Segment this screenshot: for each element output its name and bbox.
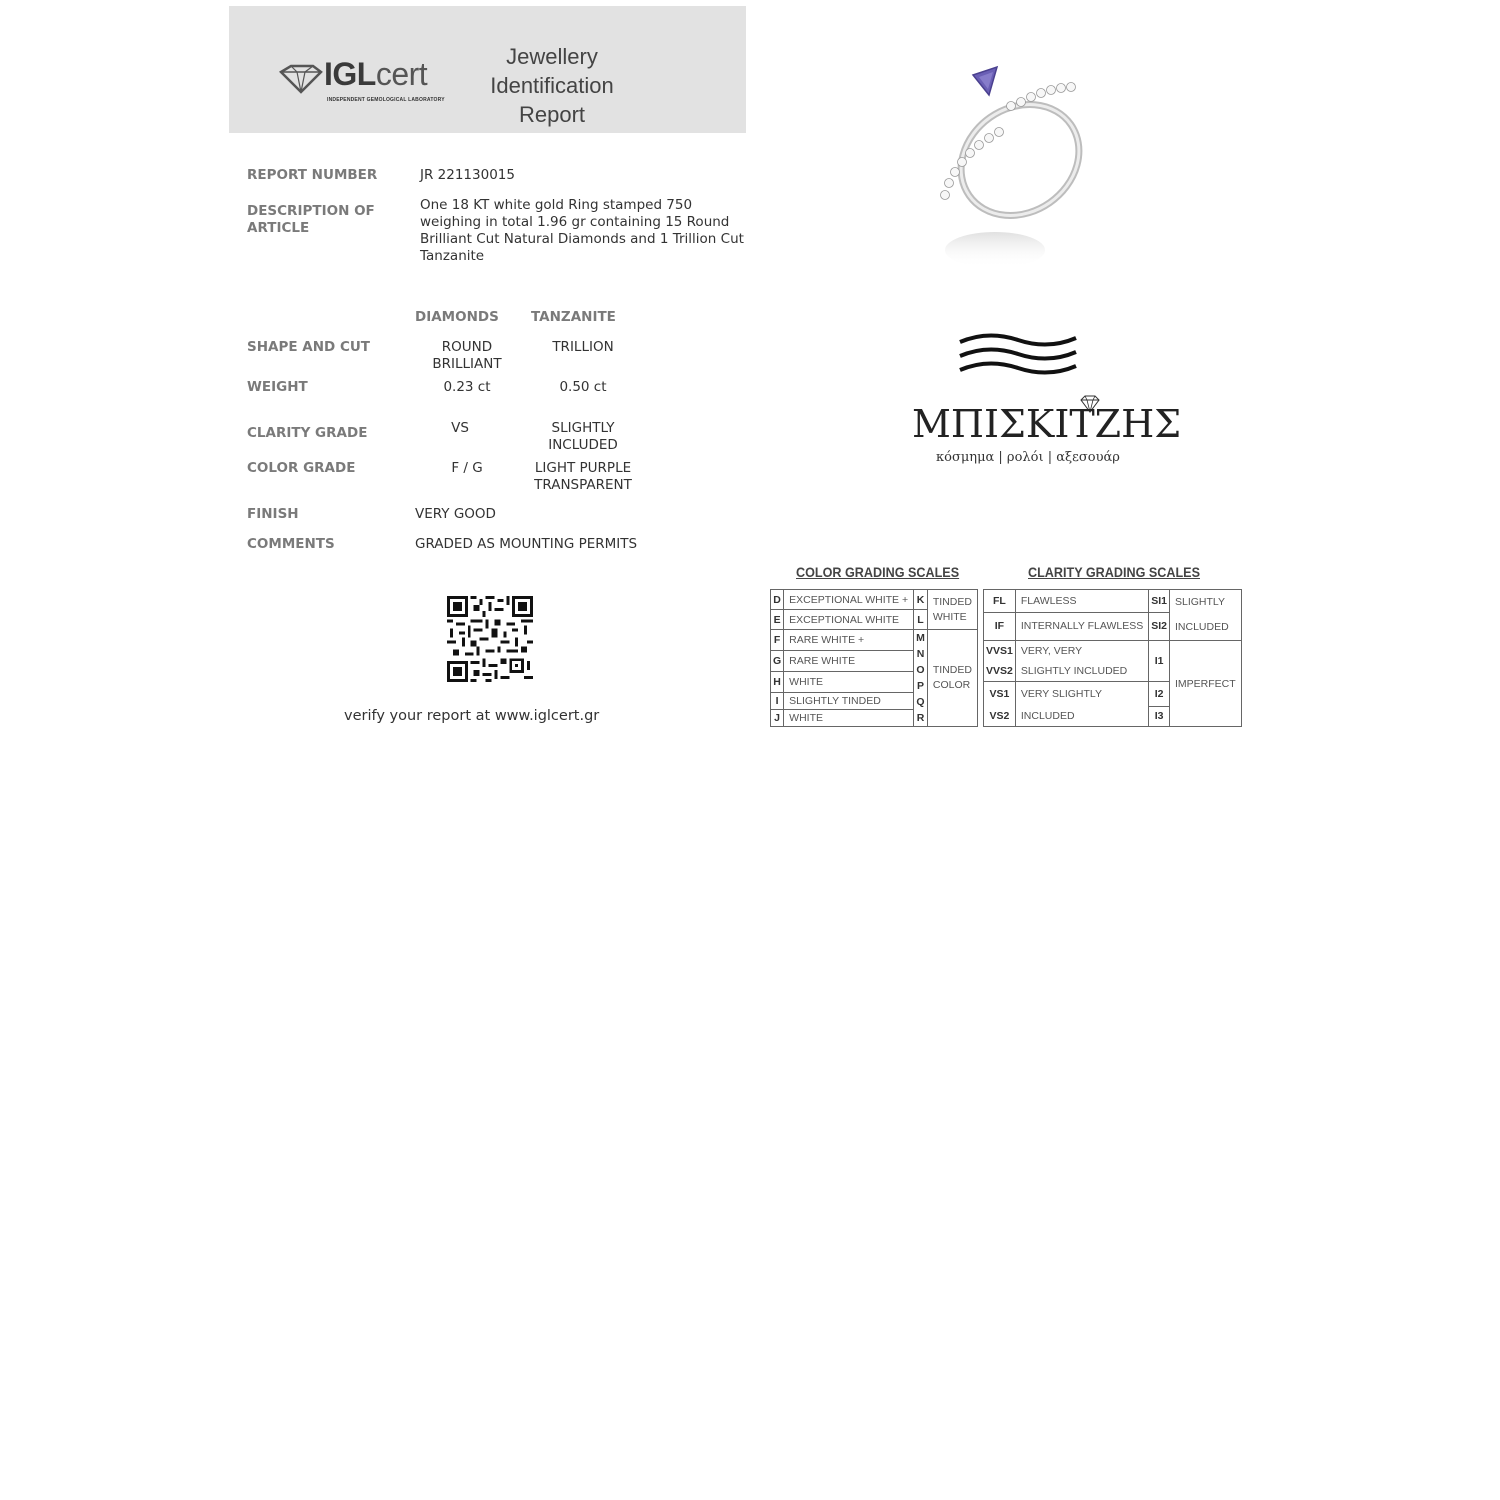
- description-line: One 18 KT white gold Ring stamped 750: [420, 197, 693, 213]
- shape-cut-label: SHAPE AND CUT: [247, 339, 371, 355]
- desc-cell: SLIGHTLY INCLUDED: [1015, 661, 1148, 682]
- grade-list-cell: [914, 630, 928, 727]
- color-tanzanite: [523, 460, 643, 494]
- cell-line: BRILLIANT: [432, 356, 502, 372]
- desc-cell: INTERNALLY FLAWLESS: [1015, 612, 1148, 640]
- clarity-tanzanite: [528, 420, 638, 454]
- grade-cell: H: [771, 672, 784, 693]
- description-line: Brilliant Cut Natural Diamonds and 1 Trillion Cut: [420, 231, 744, 247]
- brand-waves-icon: [958, 332, 1078, 382]
- grade-letter: R: [916, 712, 925, 724]
- desc-cell: WHITE: [784, 672, 914, 693]
- grade-letter: O: [916, 664, 925, 676]
- desc-cell: VERY, VERY: [1015, 641, 1148, 662]
- color-scale-title: COLOR GRADING SCALES: [796, 564, 960, 580]
- cell-line: TINDED: [932, 595, 972, 608]
- desc-cell: WHITE: [784, 710, 914, 727]
- grade-cell: J: [771, 710, 784, 727]
- title-line-1: Jewellery: [506, 44, 598, 69]
- clarity-grading-table: [983, 589, 1242, 727]
- weight-tanzanite: 0.50 ct: [559, 379, 607, 395]
- grade-cell: FL: [984, 590, 1016, 613]
- description-label: [247, 203, 375, 237]
- cell-line: TINDED: [932, 664, 972, 676]
- cell-line: TRANSPARENT: [534, 477, 632, 493]
- brand-name: ΜΠΙΣΚΙΤΖΗΣ: [912, 402, 1182, 446]
- clarity-scale-title: CLARITY GRADING SCALES: [1028, 564, 1200, 580]
- grade-cell: I2: [1149, 682, 1170, 707]
- grade-cell: F: [771, 630, 784, 651]
- report-number-label: REPORT NUMBER: [247, 167, 378, 183]
- clarity-diamonds: VS: [451, 420, 469, 436]
- table-row: [984, 641, 1242, 662]
- grade-letter: M: [916, 632, 925, 644]
- grade-cell: VVS1: [984, 641, 1016, 662]
- grade-letter: Q: [916, 696, 925, 708]
- description-line: weighing in total 1.96 gr containing 15 Round: [420, 214, 730, 230]
- desc-cell: EXCEPTIONAL WHITE +: [784, 590, 914, 610]
- cell-line: SLIGHTLY: [551, 420, 615, 436]
- shape-cut-diamonds: [412, 339, 522, 373]
- cell-line: ROUND: [441, 339, 493, 355]
- cell-line: SLIGHTLY: [1174, 596, 1225, 608]
- grade-cell: VS1: [984, 682, 1016, 707]
- verify-text: verify your report at www.iglcert.gr: [344, 708, 600, 724]
- imperfect-cell: IMPERFECT: [1169, 641, 1241, 727]
- grade-cell: I3: [1149, 706, 1170, 727]
- weight-diamonds: 0.23 ct: [443, 379, 491, 395]
- clarity-grade-label: CLARITY GRADE: [247, 425, 368, 441]
- grade-cell: D: [771, 590, 784, 610]
- table-row: [771, 630, 978, 651]
- report-number-value: JR 221130015: [420, 167, 515, 183]
- shape-cut-tanzanite: TRILLION: [552, 339, 614, 355]
- desc-cell: VERY SLIGHTLY: [1015, 682, 1148, 707]
- finish-value: VERY GOOD: [415, 506, 496, 522]
- logo-subtitle: INDEPENDENT GEMOLOGICAL LABORATORY: [327, 97, 445, 103]
- grade-cell: SI1: [1149, 590, 1170, 613]
- col-header-diamonds: DIAMONDS: [415, 309, 499, 325]
- desc-cell: INCLUDED: [1015, 706, 1148, 727]
- slightly-included-cell: [1169, 590, 1241, 641]
- grade-cell: L: [914, 610, 928, 630]
- grade-cell: K: [914, 590, 928, 610]
- grade-cell: G: [771, 651, 784, 672]
- logo-light: cert: [375, 56, 428, 92]
- title-line-3: Report: [518, 102, 586, 127]
- comments-value: GRADED AS MOUNTING PERMITS: [415, 536, 638, 552]
- grade-letter: N: [916, 648, 925, 660]
- cell-line: INCLUDED: [1174, 621, 1229, 633]
- grade-cell: VVS2: [984, 661, 1016, 682]
- igl-logo-text: [324, 58, 427, 90]
- color-diamonds: F / G: [451, 460, 483, 476]
- report-title: [467, 42, 637, 129]
- cell-line: LIGHT PURPLE: [534, 460, 632, 476]
- description-line: Tanzanite: [420, 248, 485, 264]
- grade-letter: P: [916, 680, 924, 692]
- grade-cell: I1: [1149, 641, 1170, 682]
- weight-label: WEIGHT: [247, 379, 308, 395]
- tinded-color-cell: [927, 630, 977, 727]
- description-label-line: ARTICLE: [247, 220, 310, 236]
- grade-cell: I: [771, 693, 784, 710]
- title-line-2: Identification: [490, 73, 614, 98]
- cell-line: WHITE: [932, 610, 967, 623]
- desc-cell: SLIGHTLY TINDED: [784, 693, 914, 710]
- grade-cell: IF: [984, 612, 1016, 640]
- desc-cell: RARE WHITE: [784, 651, 914, 672]
- description-value: [420, 197, 744, 265]
- cell-line: COLOR: [932, 679, 971, 691]
- table-row: [771, 590, 978, 610]
- grade-cell: E: [771, 610, 784, 630]
- color-grading-table: [770, 589, 978, 727]
- grade-cell: VS2: [984, 706, 1016, 727]
- cell-line: INCLUDED: [548, 437, 618, 453]
- col-header-tanzanite: TANZANITE: [531, 309, 616, 325]
- desc-cell: RARE WHITE +: [784, 630, 914, 651]
- desc-cell: FLAWLESS: [1015, 590, 1148, 613]
- qr-code-icon[interactable]: [446, 596, 534, 682]
- logo-bold: IGL: [324, 56, 376, 92]
- table-row: [984, 590, 1242, 613]
- color-grade-label: COLOR GRADE: [247, 460, 356, 476]
- report-header: [229, 6, 746, 133]
- comments-label: COMMENTS: [247, 536, 335, 552]
- finish-label: FINISH: [247, 506, 299, 522]
- grade-cell: SI2: [1149, 612, 1170, 640]
- desc-cell: EXCEPTIONAL WHITE: [784, 610, 914, 630]
- description-label-line: DESCRIPTION OF: [247, 203, 375, 219]
- ring-image: [925, 45, 1115, 275]
- brand-tagline: κόσμημα | ρολόι | αξεσουάρ: [936, 450, 1120, 465]
- tinded-white-cell: [927, 590, 977, 630]
- diamond-logo-icon: [275, 64, 323, 94]
